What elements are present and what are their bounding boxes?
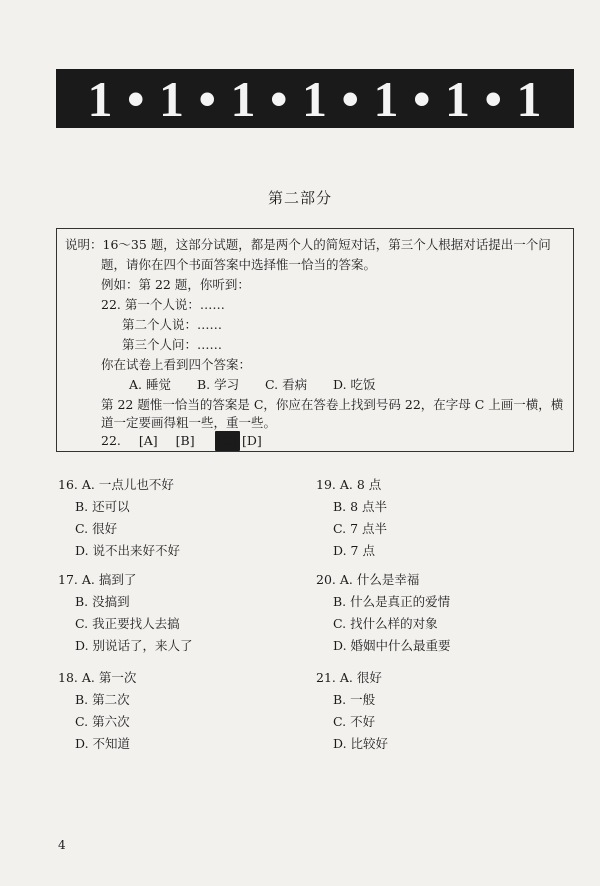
answer-bubble-b: [B] [175, 433, 195, 448]
speaker-1: 22. 第一个人说：…… [101, 297, 225, 312]
option-b: B. 8 点半 [333, 499, 388, 514]
option-d: D. 比较好 [333, 736, 389, 751]
question-18 [58, 667, 136, 755]
see-line: 你在试卷上看到四个答案： [101, 357, 252, 372]
option-d: D. 婚姻中什么最重要 [333, 638, 451, 653]
page-banner: 1 • 1 • 1 • 1 • 1 • 1 • 1 [56, 69, 574, 128]
question-number: 18. [58, 670, 78, 685]
option-d: D. 说不出来好不好 [75, 543, 181, 558]
answer-bubble-a: [A] [138, 433, 158, 448]
option-a: A. 一点儿也不好 [81, 477, 174, 492]
answer-line-2: 道一定要画得粗一些，重一些。 [101, 415, 277, 430]
question-16 [58, 474, 180, 562]
speaker-2: 第二个人说：…… [122, 317, 223, 332]
option-a: A. 第一次 [81, 670, 137, 685]
option-c: C. 第六次 [75, 714, 130, 729]
answer-bubble-c-filled: [C] [215, 431, 240, 451]
question-20 [316, 569, 451, 657]
option-d: D. 别说话了，来人了 [75, 638, 193, 653]
option-c: C. 我正要找人去搞 [75, 616, 180, 631]
option-b: B. 没搞到 [75, 594, 130, 609]
question-19 [316, 474, 387, 562]
option-c: C. 7 点半 [333, 521, 387, 536]
question-number: 16. [58, 477, 78, 492]
option-a: A. 8 点 [339, 477, 382, 492]
option-b: B. 一般 [333, 692, 376, 707]
option-b: B. 还可以 [75, 499, 130, 514]
answer-bubble-d: [D] [241, 433, 262, 448]
option-a: A. 什么是幸福 [339, 572, 420, 587]
option-c: C. 不好 [333, 714, 376, 729]
option-d: D. 不知道 [75, 736, 131, 751]
option-b: B. 第二次 [75, 692, 130, 707]
question-number: 20. [316, 572, 336, 587]
instructions-box [56, 228, 574, 452]
instructions-line-2: 题，请你在四个书面答案中选择惟一恰当的答案。 [101, 257, 377, 272]
option-a: A. 搞到了 [81, 572, 137, 587]
question-number: 17. [58, 572, 78, 587]
option-c: C. 很好 [75, 521, 118, 536]
question-number: 19. [316, 477, 336, 492]
example-option-c: C. 看病 [265, 377, 308, 392]
option-d: D. 7 点 [333, 543, 375, 558]
example-intro: 例如：第 22 题，你听到： [101, 277, 250, 292]
answer-row [101, 431, 280, 451]
question-21 [316, 667, 388, 755]
section-title: 第二部分 [267, 189, 332, 207]
option-a: A. 很好 [339, 670, 382, 685]
example-option-b: B. 学习 [197, 377, 240, 392]
question-17 [58, 569, 193, 657]
page-number: 4 [58, 838, 66, 852]
instructions-line-1: 说明：16～35 题，这部分试题，都是两个人的简短对话，第三个人根据对话提出一个问 [65, 237, 551, 252]
example-options [129, 375, 401, 395]
option-c: C. 找什么样的对象 [333, 616, 438, 631]
speaker-3: 第三个人问：…… [122, 337, 223, 352]
answer-line-1: 第 22 题惟一恰当的答案是 C，你应在答卷上找到号码 22，在字母 C 上画一横，横 [101, 397, 564, 412]
answer-row-num: 22. [101, 433, 121, 448]
example-option-d: D. 吃饭 [333, 377, 376, 392]
example-option-a: A. 睡觉 [129, 377, 171, 392]
option-b: B. 什么是真正的爱情 [333, 594, 451, 609]
question-number: 21. [316, 670, 336, 685]
